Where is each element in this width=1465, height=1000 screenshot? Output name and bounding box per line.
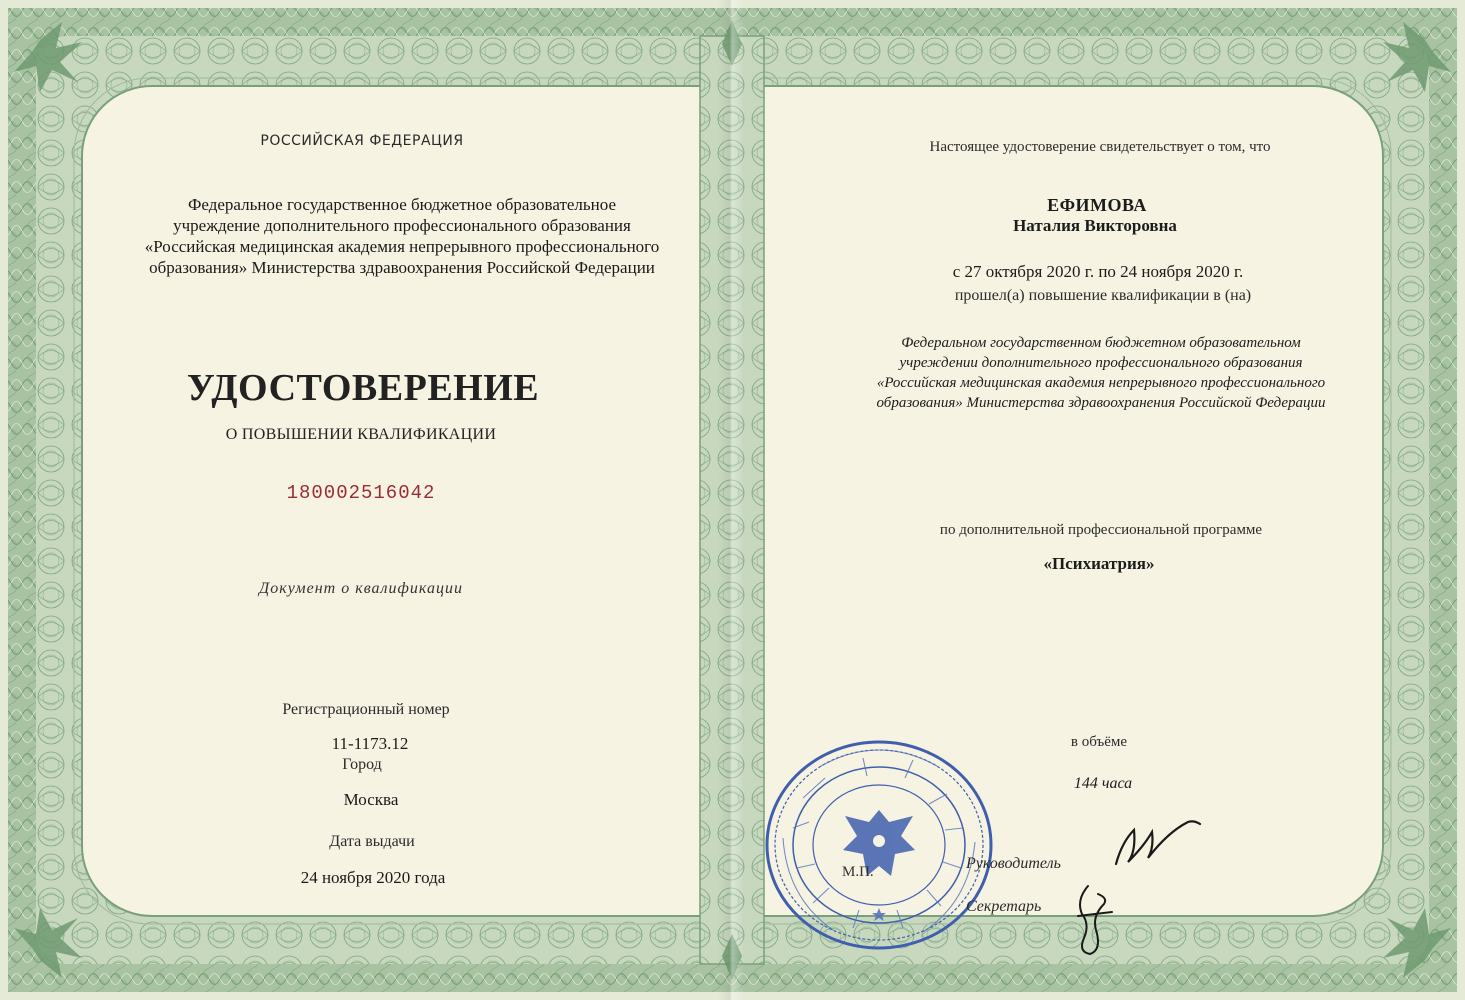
holder-given-names: Наталия Викторовна — [1013, 216, 1177, 235]
volume-label: в объёме — [1070, 734, 1128, 750]
org-line: «Российская медицинская академия непрерывного профессионального — [144, 237, 660, 256]
program-name: «Психиатрия» — [1043, 554, 1155, 573]
org-line: образования» Министерства здравоохранения Российской Федерации — [876, 395, 1326, 411]
volume-hours: 144 часа — [1073, 775, 1133, 792]
stamp-placeholder: М.П. — [842, 864, 874, 880]
certificate-title: УДОСТОВЕРЕНИЕ — [186, 367, 540, 409]
training-dates: с 27 октября 2020 г. по 24 ноября 2020 г. — [952, 262, 1244, 281]
holder-surname: ЕФИМОВА — [1047, 195, 1147, 215]
program-label: по дополнительной профессиональной программе — [939, 522, 1263, 538]
org-line: Федеральном государственном бюджетном образовательном — [901, 335, 1301, 351]
official-seal — [763, 738, 995, 952]
city: Москва — [343, 790, 399, 809]
org-line: Федеральное государственное бюджетное образовательное — [187, 195, 617, 214]
org-line: учреждение дополнительного профессионального образования — [173, 216, 631, 235]
issue-date-label: Дата выдачи — [329, 833, 415, 850]
secretary-signature — [1068, 880, 1118, 960]
org-line: образования» Министерства здравоохранения Российской Федерации — [149, 258, 655, 277]
secretary-role-label: Секретарь — [966, 898, 1042, 915]
head-role-label: Руководитель — [966, 855, 1061, 872]
intro-text: Настоящее удостоверение свидетельствует о том, что — [929, 139, 1271, 155]
org-line: учреждении дополнительного профессионального образования — [899, 355, 1303, 371]
org-line: «Российская медицинская академия непрерывного профессионального — [876, 375, 1326, 391]
registration-number: 11-1173.12 — [331, 734, 409, 753]
training-organization — [876, 333, 1325, 413]
registration-number-label: Регистрационный номер — [282, 701, 450, 718]
document-type: Документ о квалификации — [259, 580, 463, 597]
city-label: Город — [342, 756, 382, 773]
training-statement: прошел(а) повышение квалификации в (на) — [954, 287, 1252, 304]
head-signature — [1108, 812, 1208, 872]
certificate-subtitle: О ПОВЫШЕНИИ КВАЛИФИКАЦИИ — [225, 426, 497, 443]
issue-date: 24 ноября 2020 года — [300, 868, 446, 887]
page-fold — [718, 0, 744, 1000]
country-label: РОССИЙСКАЯ ФЕДЕРАЦИЯ — [260, 133, 464, 149]
issuing-organization — [145, 194, 659, 278]
certificate-number: 180002516042 — [286, 482, 436, 504]
